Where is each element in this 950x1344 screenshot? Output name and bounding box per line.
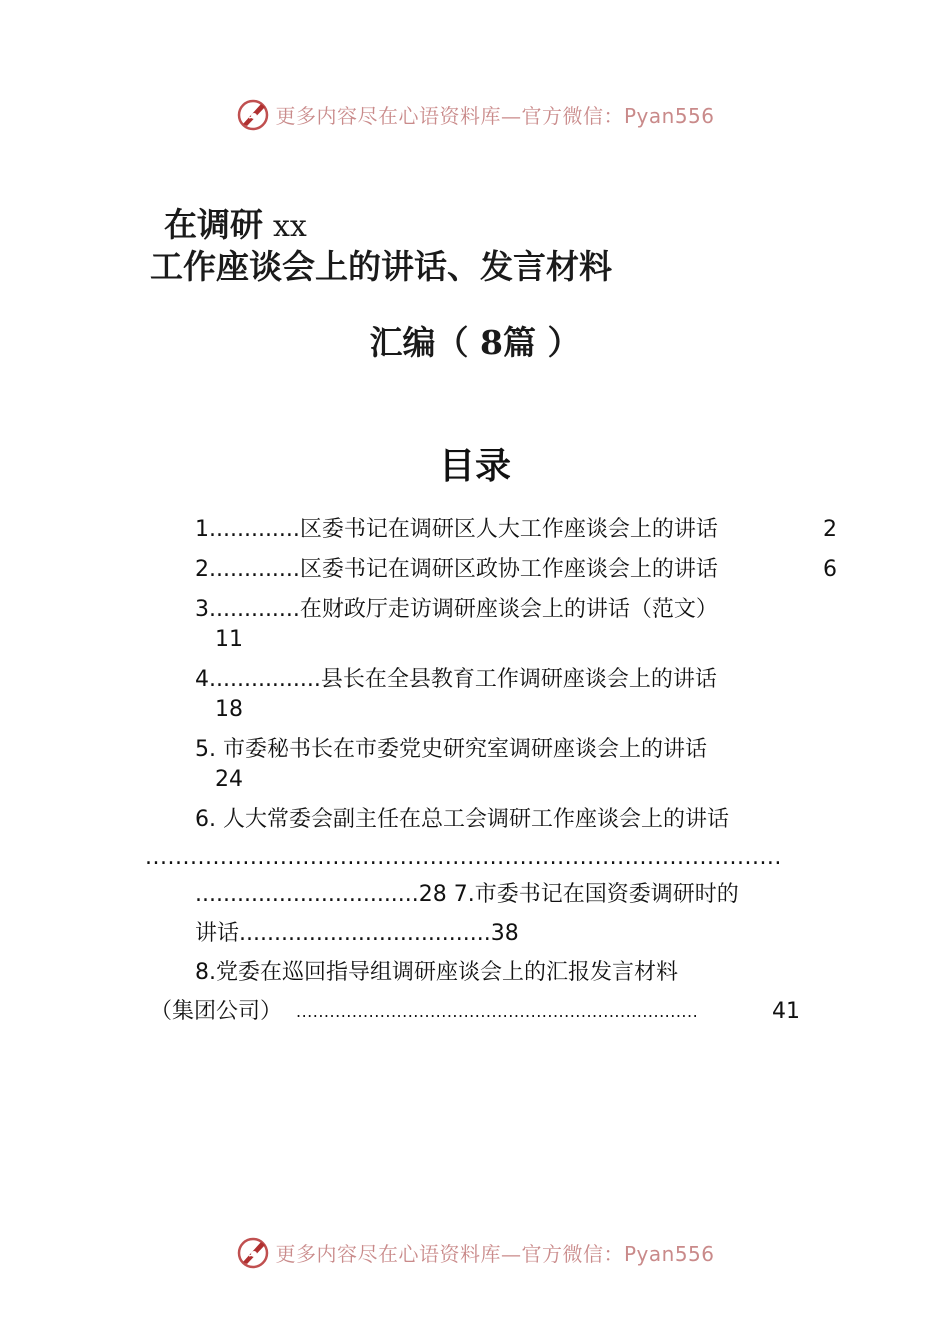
title-line-3: 汇编（ 8篇 ）	[369, 323, 581, 362]
toc-entry-2-page: 6	[823, 557, 837, 582]
toc-entry-3-page: 11	[215, 627, 243, 652]
banner-wechat-id: Pyan556	[623, 1241, 715, 1266]
toc-entry-4-page: 18	[215, 697, 243, 722]
toc-entry-4: 4................县长在全县教育工作调研座谈会上的讲话	[195, 667, 717, 692]
toc-entry-6-leader: .....................................................................................	[145, 845, 782, 870]
toc-heading: 目录	[438, 445, 511, 487]
toc-entry-3: 3.............在财政厅走访调研座谈会上的讲话（范文）	[195, 597, 718, 622]
header-banner	[0, 94, 950, 134]
toc-entry-1: 1.............区委书记在调研区人大工作座谈会上的讲话	[195, 517, 718, 542]
toc-entry-6: 6. 人大常委会副主任在总工会调研工作座谈会上的讲话	[195, 807, 729, 832]
banner-text: 更多内容尽在心语资料库—官方微信：Pyan556	[275, 103, 715, 128]
toc-entry-7-cont: 讲话....................................38	[195, 921, 519, 946]
title-line-1: 在调研 xx	[164, 205, 307, 244]
toc-entry-2: 2.............区委书记在调研区政协工作座谈会上的讲话	[195, 557, 718, 582]
footer-banner	[0, 1232, 950, 1272]
title-line-2: 工作座谈会上的讲话、发言材料	[150, 247, 612, 286]
toc-entry-5: 5. 市委秘书长在市委党史研究室调研座谈会上的讲话	[195, 737, 707, 762]
toc-entry-8-cont: （集团公司）	[150, 999, 283, 1024]
toc-entry-8-leader: ........................................................................	[296, 1002, 699, 1021]
banner-wechat-id: Pyan556	[623, 103, 715, 128]
toc-entry-5-page: 24	[215, 767, 243, 792]
toc-entry-6-7: ................................28 7.市委书记在国资委调研时的	[195, 882, 739, 907]
toc-entry-8: 8.党委在巡回指导组调研座谈会上的汇报发言材料	[195, 960, 678, 985]
logo-icon	[235, 1234, 271, 1270]
toc-entry-8-page: 41	[772, 999, 800, 1024]
document-title	[150, 205, 612, 287]
logo-icon	[235, 96, 271, 132]
toc-entry-1-page: 2	[823, 517, 837, 542]
banner-text: 更多内容尽在心语资料库—官方微信：Pyan556	[275, 1241, 715, 1266]
